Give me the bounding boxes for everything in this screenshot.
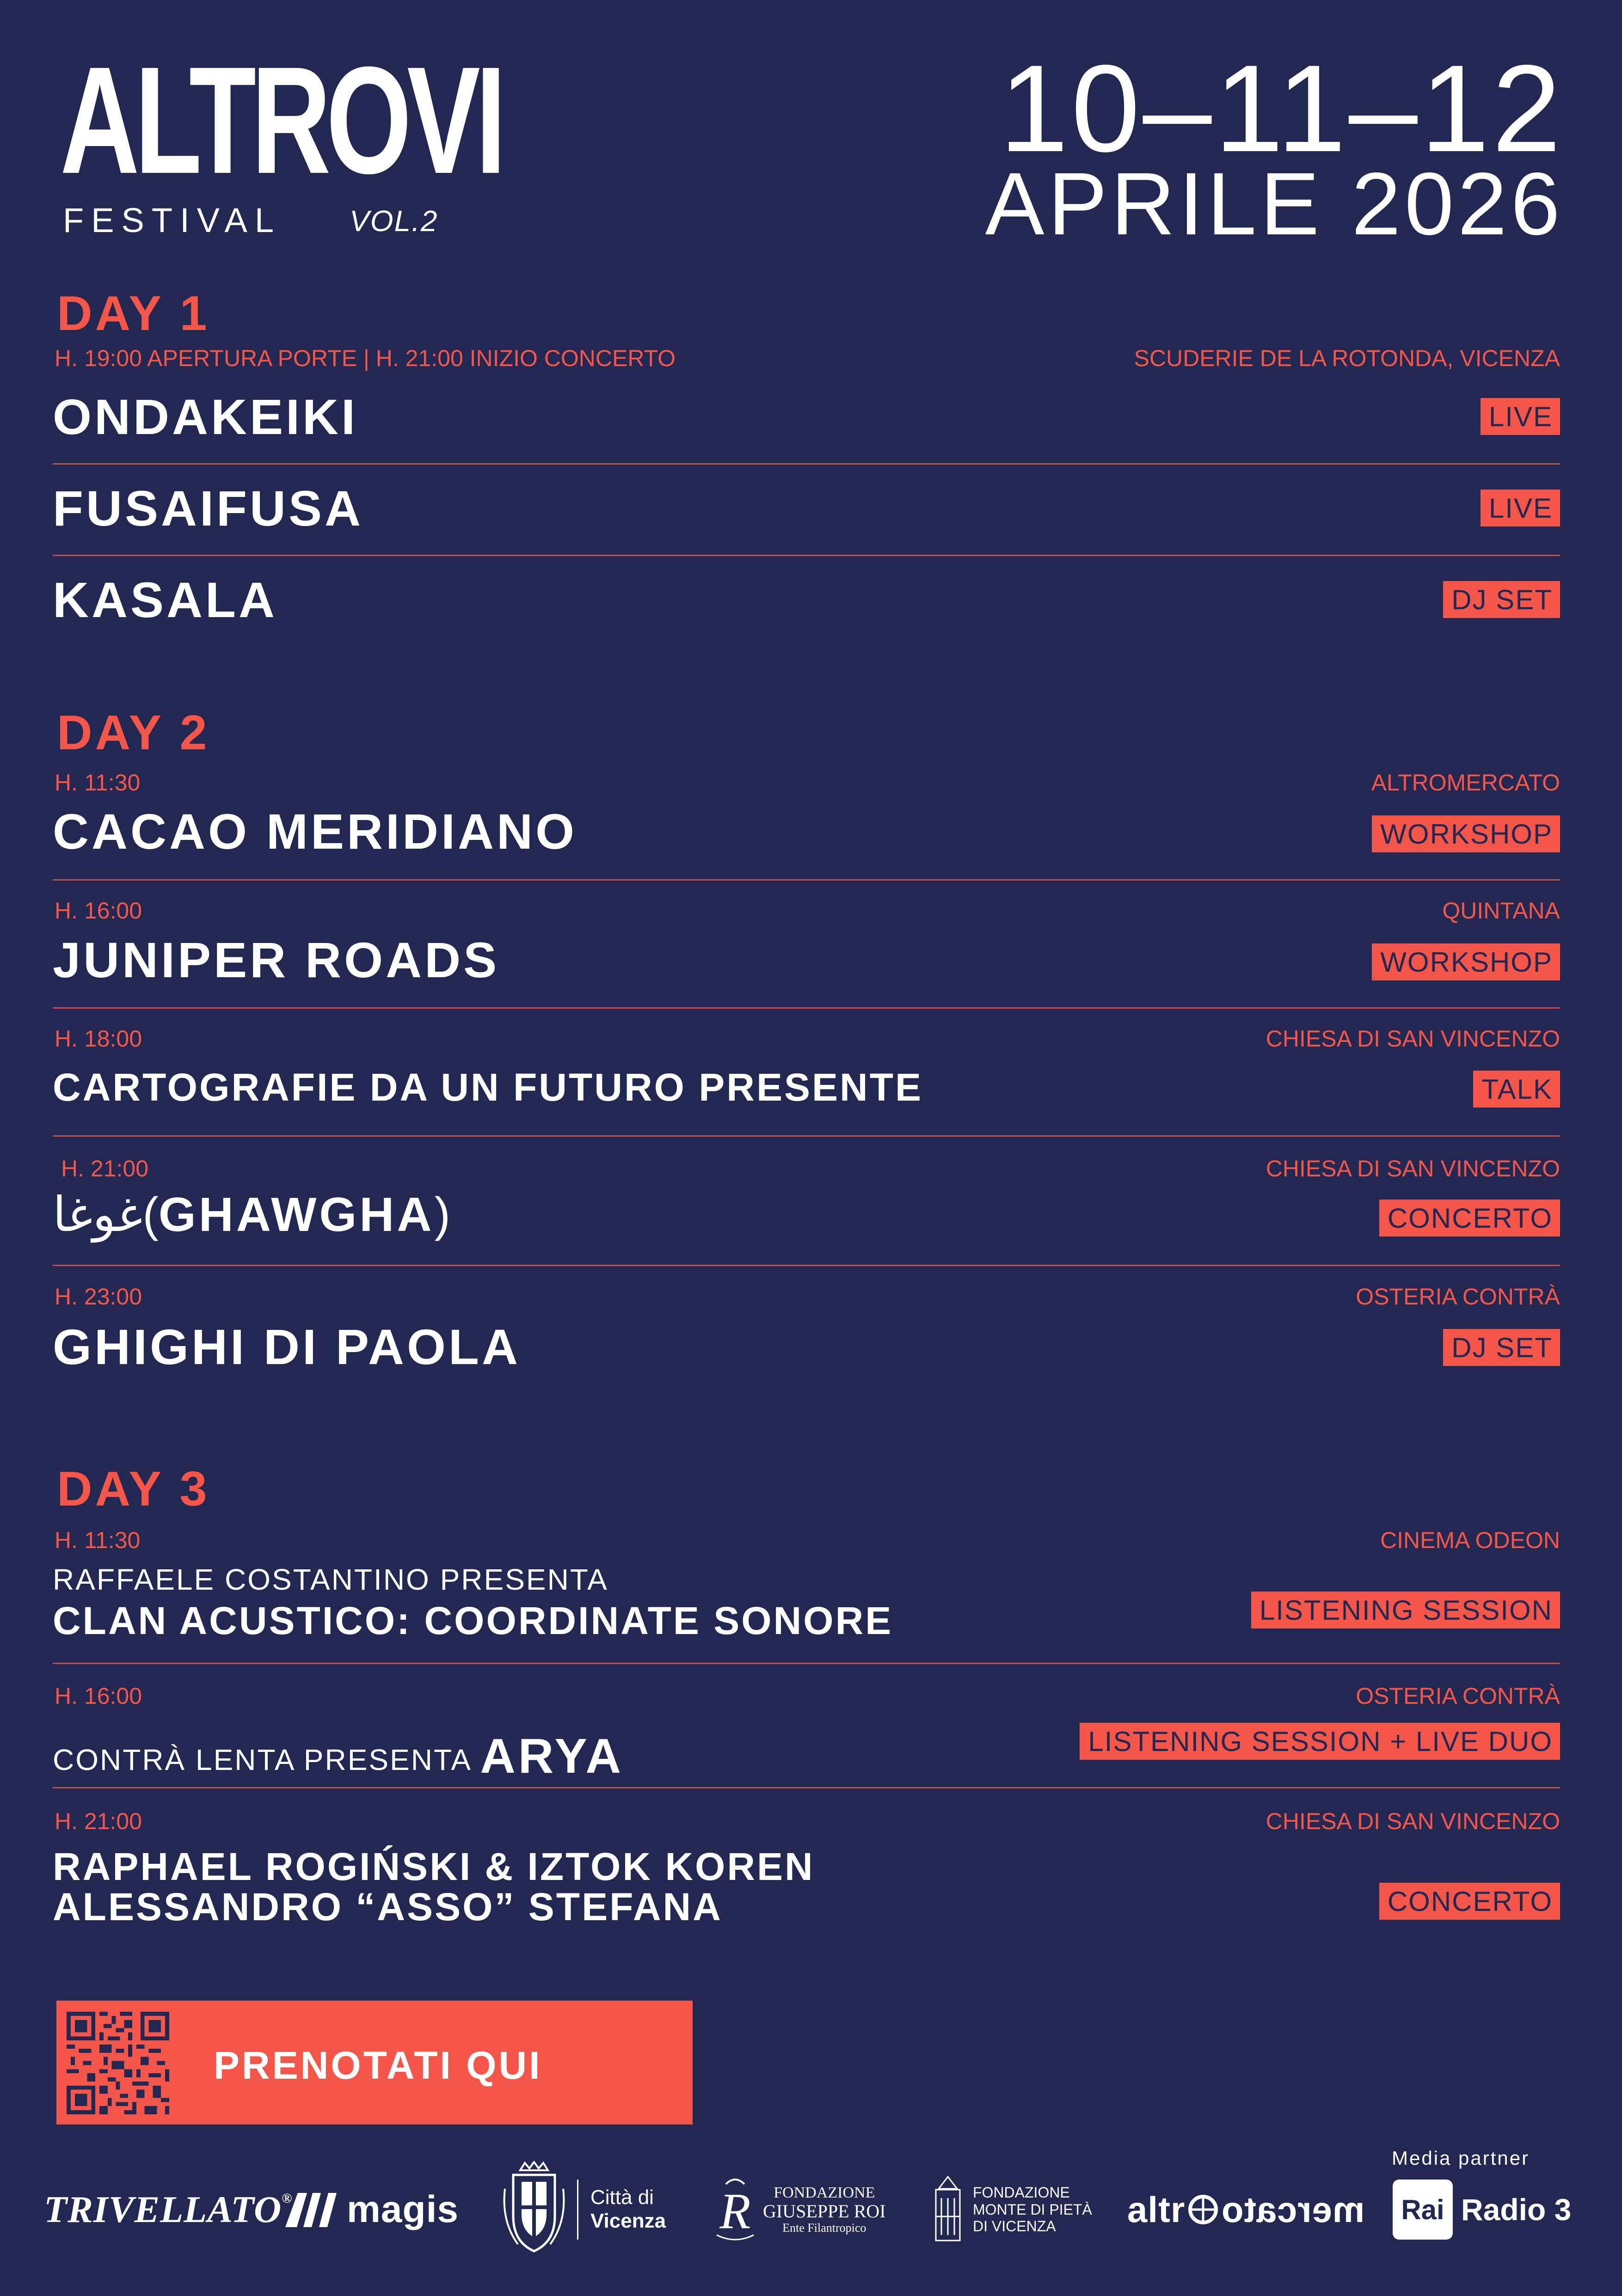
- coat-of-arms-icon: [499, 2161, 569, 2258]
- altromercato-text-a: altr: [1127, 2189, 1186, 2230]
- event-name: CACAO MERIDIANO: [53, 803, 577, 859]
- magis-text: magis: [347, 2188, 459, 2230]
- divider: [53, 463, 1560, 465]
- logo-volume: VOL.2: [350, 204, 438, 238]
- media-partner-label: Media partner: [1392, 2147, 1530, 2169]
- monte-line-1: FONDAZIONE: [973, 2184, 1070, 2201]
- book-now-button[interactable]: [56, 2001, 693, 2125]
- act-name: KASALA: [53, 572, 277, 628]
- divider: [53, 1007, 1560, 1009]
- event-venue: OSTERIA CONTRÀ: [1356, 1683, 1560, 1709]
- vicenza-line-1: Città di: [590, 2186, 654, 2209]
- magis-mark-icon: [283, 2191, 338, 2228]
- event-venue: CHIESA DI SAN VINCENZO: [1266, 1026, 1560, 1052]
- event-tag: WORKSHOP: [1372, 815, 1560, 852]
- event-name: GHIGHI DI PAOLA: [53, 1319, 521, 1375]
- fondazione-giuseppe-roi-logo: [712, 2173, 886, 2247]
- roi-line-2: GIUSEPPE ROI: [763, 2201, 886, 2222]
- event-name-arabic: غوغا: [53, 1186, 143, 1243]
- rai-logo: Rai: [1393, 2180, 1453, 2240]
- event-time: H. 16:00: [55, 1683, 142, 1709]
- day-1-time: H. 19:00 APERTURA PORTE | H. 21:00 INIZIO CONCERTO: [55, 345, 676, 371]
- act-tag: DJ SET: [1443, 581, 1560, 618]
- event-time: H. 11:30: [55, 770, 141, 796]
- divider: [53, 1663, 1560, 1664]
- day-2-title: DAY 2: [57, 705, 210, 760]
- act-name: FUSAIFUSA: [53, 480, 363, 536]
- svg-text:R: R: [719, 2183, 751, 2239]
- event-tag: WORKSHOP: [1372, 943, 1560, 980]
- book-now-label: PRENOTATI QUI: [214, 2044, 542, 2087]
- event-presenter: RAFFAELE COSTANTINO PRESENTA: [53, 1563, 608, 1596]
- festival-dates: 10–11–12: [999, 39, 1564, 178]
- rai-radio-3-logo: [1393, 2173, 1571, 2247]
- event-tag: CONCERTO: [1379, 1200, 1560, 1237]
- event-name: CARTOGRAFIE DA UN FUTURO PRESENTE: [53, 1065, 923, 1109]
- event-time: H. 21:00: [61, 1156, 149, 1182]
- event-tag: DJ SET: [1443, 1329, 1560, 1366]
- divider: [53, 1135, 1560, 1137]
- fondazione-monte-di-pieta-logo: [929, 2173, 1092, 2247]
- event-time: H. 18:00: [55, 1026, 142, 1052]
- event-name-ghawgha: غوغا(GHAWGHA): [53, 1186, 451, 1243]
- festival-month-year: APRILE 2026: [985, 154, 1564, 253]
- magis-logo: [283, 2173, 459, 2247]
- roi-monogram-icon: [712, 2175, 758, 2244]
- event-venue: OSTERIA CONTRÀ: [1356, 1284, 1560, 1310]
- act-tag: LIVE: [1481, 490, 1560, 527]
- logo-festival: FESTIVAL: [63, 201, 282, 239]
- event-name-latin: GHAWGHA: [158, 1188, 435, 1242]
- event-venue: CINEMA ODEON: [1380, 1527, 1560, 1553]
- event-name: ARYA: [480, 1729, 624, 1783]
- divider: [53, 879, 1560, 881]
- event-tag: TALK: [1473, 1071, 1560, 1108]
- act-tag: LIVE: [1481, 398, 1560, 435]
- trivellato-text: TRIVELLATO: [44, 2188, 282, 2230]
- event-title-line: [53, 1729, 624, 1783]
- event-time: H. 16:00: [55, 898, 142, 924]
- day-1-venue: SCUDERIE DE LA ROTONDA, VICENZA: [1134, 345, 1560, 371]
- event-name-line-2: ALESSANDRO “ASSO” STEFANA: [53, 1885, 723, 1929]
- rai-radio-text: Radio 3: [1461, 2192, 1572, 2227]
- day-1-title: DAY 1: [57, 286, 210, 341]
- event-name-line-1: RAPHAEL ROGIŃSKI & IZTOK KOREN: [53, 1845, 815, 1888]
- roi-line-1: FONDAZIONE: [774, 2184, 875, 2201]
- day-3-title: DAY 3: [57, 1462, 210, 1516]
- event-tag: CONCERTO: [1379, 1883, 1560, 1920]
- divider: [53, 555, 1560, 556]
- divider: [53, 1265, 1560, 1266]
- event-time: H. 21:00: [55, 1808, 142, 1834]
- altromercato-logo: [1127, 2173, 1365, 2247]
- event-tag: LISTENING SESSION + LIVE DUO: [1080, 1723, 1560, 1760]
- roi-line-3: Ente Filantropico: [782, 2221, 866, 2235]
- qr-code-icon: [67, 2012, 169, 2114]
- event-name: JUNIPER ROADS: [53, 932, 500, 988]
- citta-di-vicenza-logo: [499, 2173, 666, 2247]
- monte-line-2: MONTE DI PIETÀ: [973, 2201, 1092, 2218]
- event-venue: CHIESA DI SAN VINCENZO: [1266, 1156, 1560, 1182]
- palazzo-icon: [929, 2175, 966, 2244]
- divider: [53, 1787, 1560, 1788]
- event-time: H. 23:00: [55, 1284, 142, 1310]
- altromercato-text-b: mercato: [1221, 2189, 1365, 2230]
- event-venue: CHIESA DI SAN VINCENZO: [1266, 1808, 1560, 1834]
- event-time: H. 11:30: [55, 1527, 141, 1553]
- altromercato-globe-icon: [1187, 2193, 1219, 2226]
- event-venue: QUINTANA: [1442, 898, 1560, 924]
- vicenza-line-2: Vicenza: [590, 2210, 666, 2232]
- event-tag: LISTENING SESSION: [1251, 1592, 1560, 1629]
- trivellato-logo: [44, 2173, 293, 2247]
- trivellato-mark: ®: [282, 2191, 293, 2206]
- act-name: ONDAKEIKI: [53, 389, 358, 445]
- event-presenter: CONTRÀ LENTA PRESENTA: [53, 1743, 471, 1776]
- event-name: CLAN ACUSTICO: COORDINATE SONORE: [53, 1599, 893, 1642]
- logo-wordmark: ALTROVI: [60, 35, 502, 205]
- monte-line-3: DI VICENZA: [973, 2218, 1056, 2235]
- event-venue: ALTROMERCATO: [1371, 770, 1560, 796]
